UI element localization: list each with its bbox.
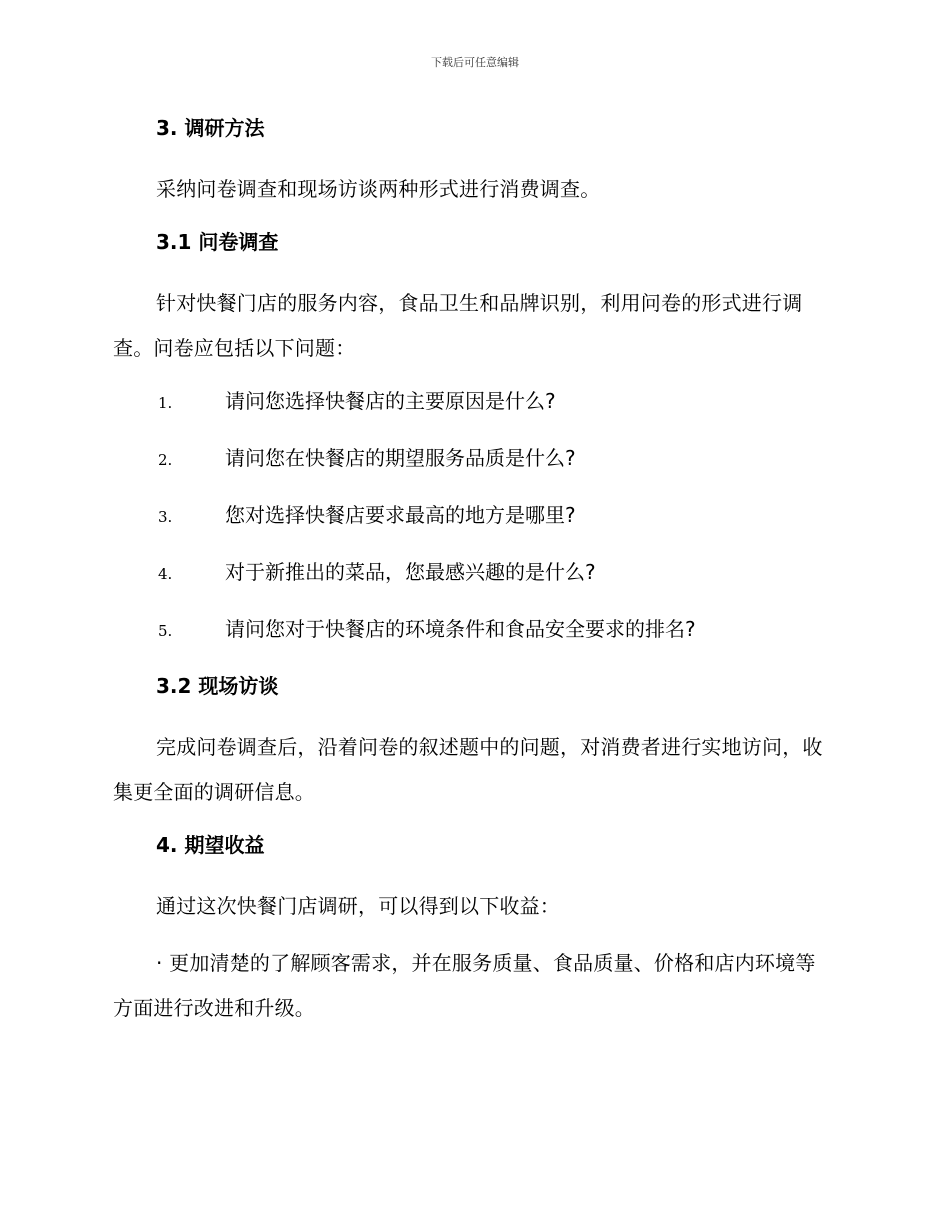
section-4-intro: 通过这次快餐门店调研，可以得到以下收益： <box>156 894 560 918</box>
question-number: 1. <box>158 394 173 412</box>
section-3-heading: 3. 调研方法 <box>156 116 265 140</box>
question-text: 对于新推出的菜品，您最感兴趣的是什么? <box>225 560 596 584</box>
section-4-bullet: · 更加清楚的了解顾客需求，并在服务质量、食品质量、价格和店内环境等方面进行改进和升级。 <box>113 951 816 1020</box>
section-3-1-intro: 针对快餐门店的服务内容，食品卫生和品牌识别，利用问卷的形式进行调查。问卷应包括以下问题： <box>113 291 803 360</box>
question-text: 您对选择快餐店要求最高的地方是哪里? <box>225 503 576 527</box>
question-item <box>113 554 833 611</box>
header-note: 下载后可任意编辑 <box>431 56 519 69</box>
question-text: 请问您对于快餐店的环境条件和食品安全要求的排名? <box>225 617 696 641</box>
question-list <box>113 383 833 668</box>
question-number: 5. <box>158 622 173 640</box>
question-text: 请问您在快餐店的期望服务品质是什么? <box>225 446 576 470</box>
question-item <box>113 440 833 497</box>
section-3-1-heading: 3.1 问卷调查 <box>156 230 279 254</box>
section-3-intro: 采纳问卷调查和现场访谈两种形式进行消费调查。 <box>156 177 601 201</box>
question-number: 3. <box>158 508 173 526</box>
section-3-2-heading: 3.2 现场访谈 <box>156 674 279 698</box>
question-item <box>113 383 833 440</box>
question-item <box>113 497 833 554</box>
document-body <box>113 110 833 1043</box>
question-item <box>113 611 833 668</box>
question-number: 2. <box>158 451 173 469</box>
question-number: 4. <box>158 565 173 583</box>
question-text: 请问您选择快餐店的主要原因是什么? <box>225 389 556 413</box>
section-4-heading: 4. 期望收益 <box>156 833 265 857</box>
section-3-2-body: 完成问卷调查后，沿着问卷的叙述题中的问题，对消费者进行实地访问，收集更全面的调研信息。 <box>113 735 823 804</box>
